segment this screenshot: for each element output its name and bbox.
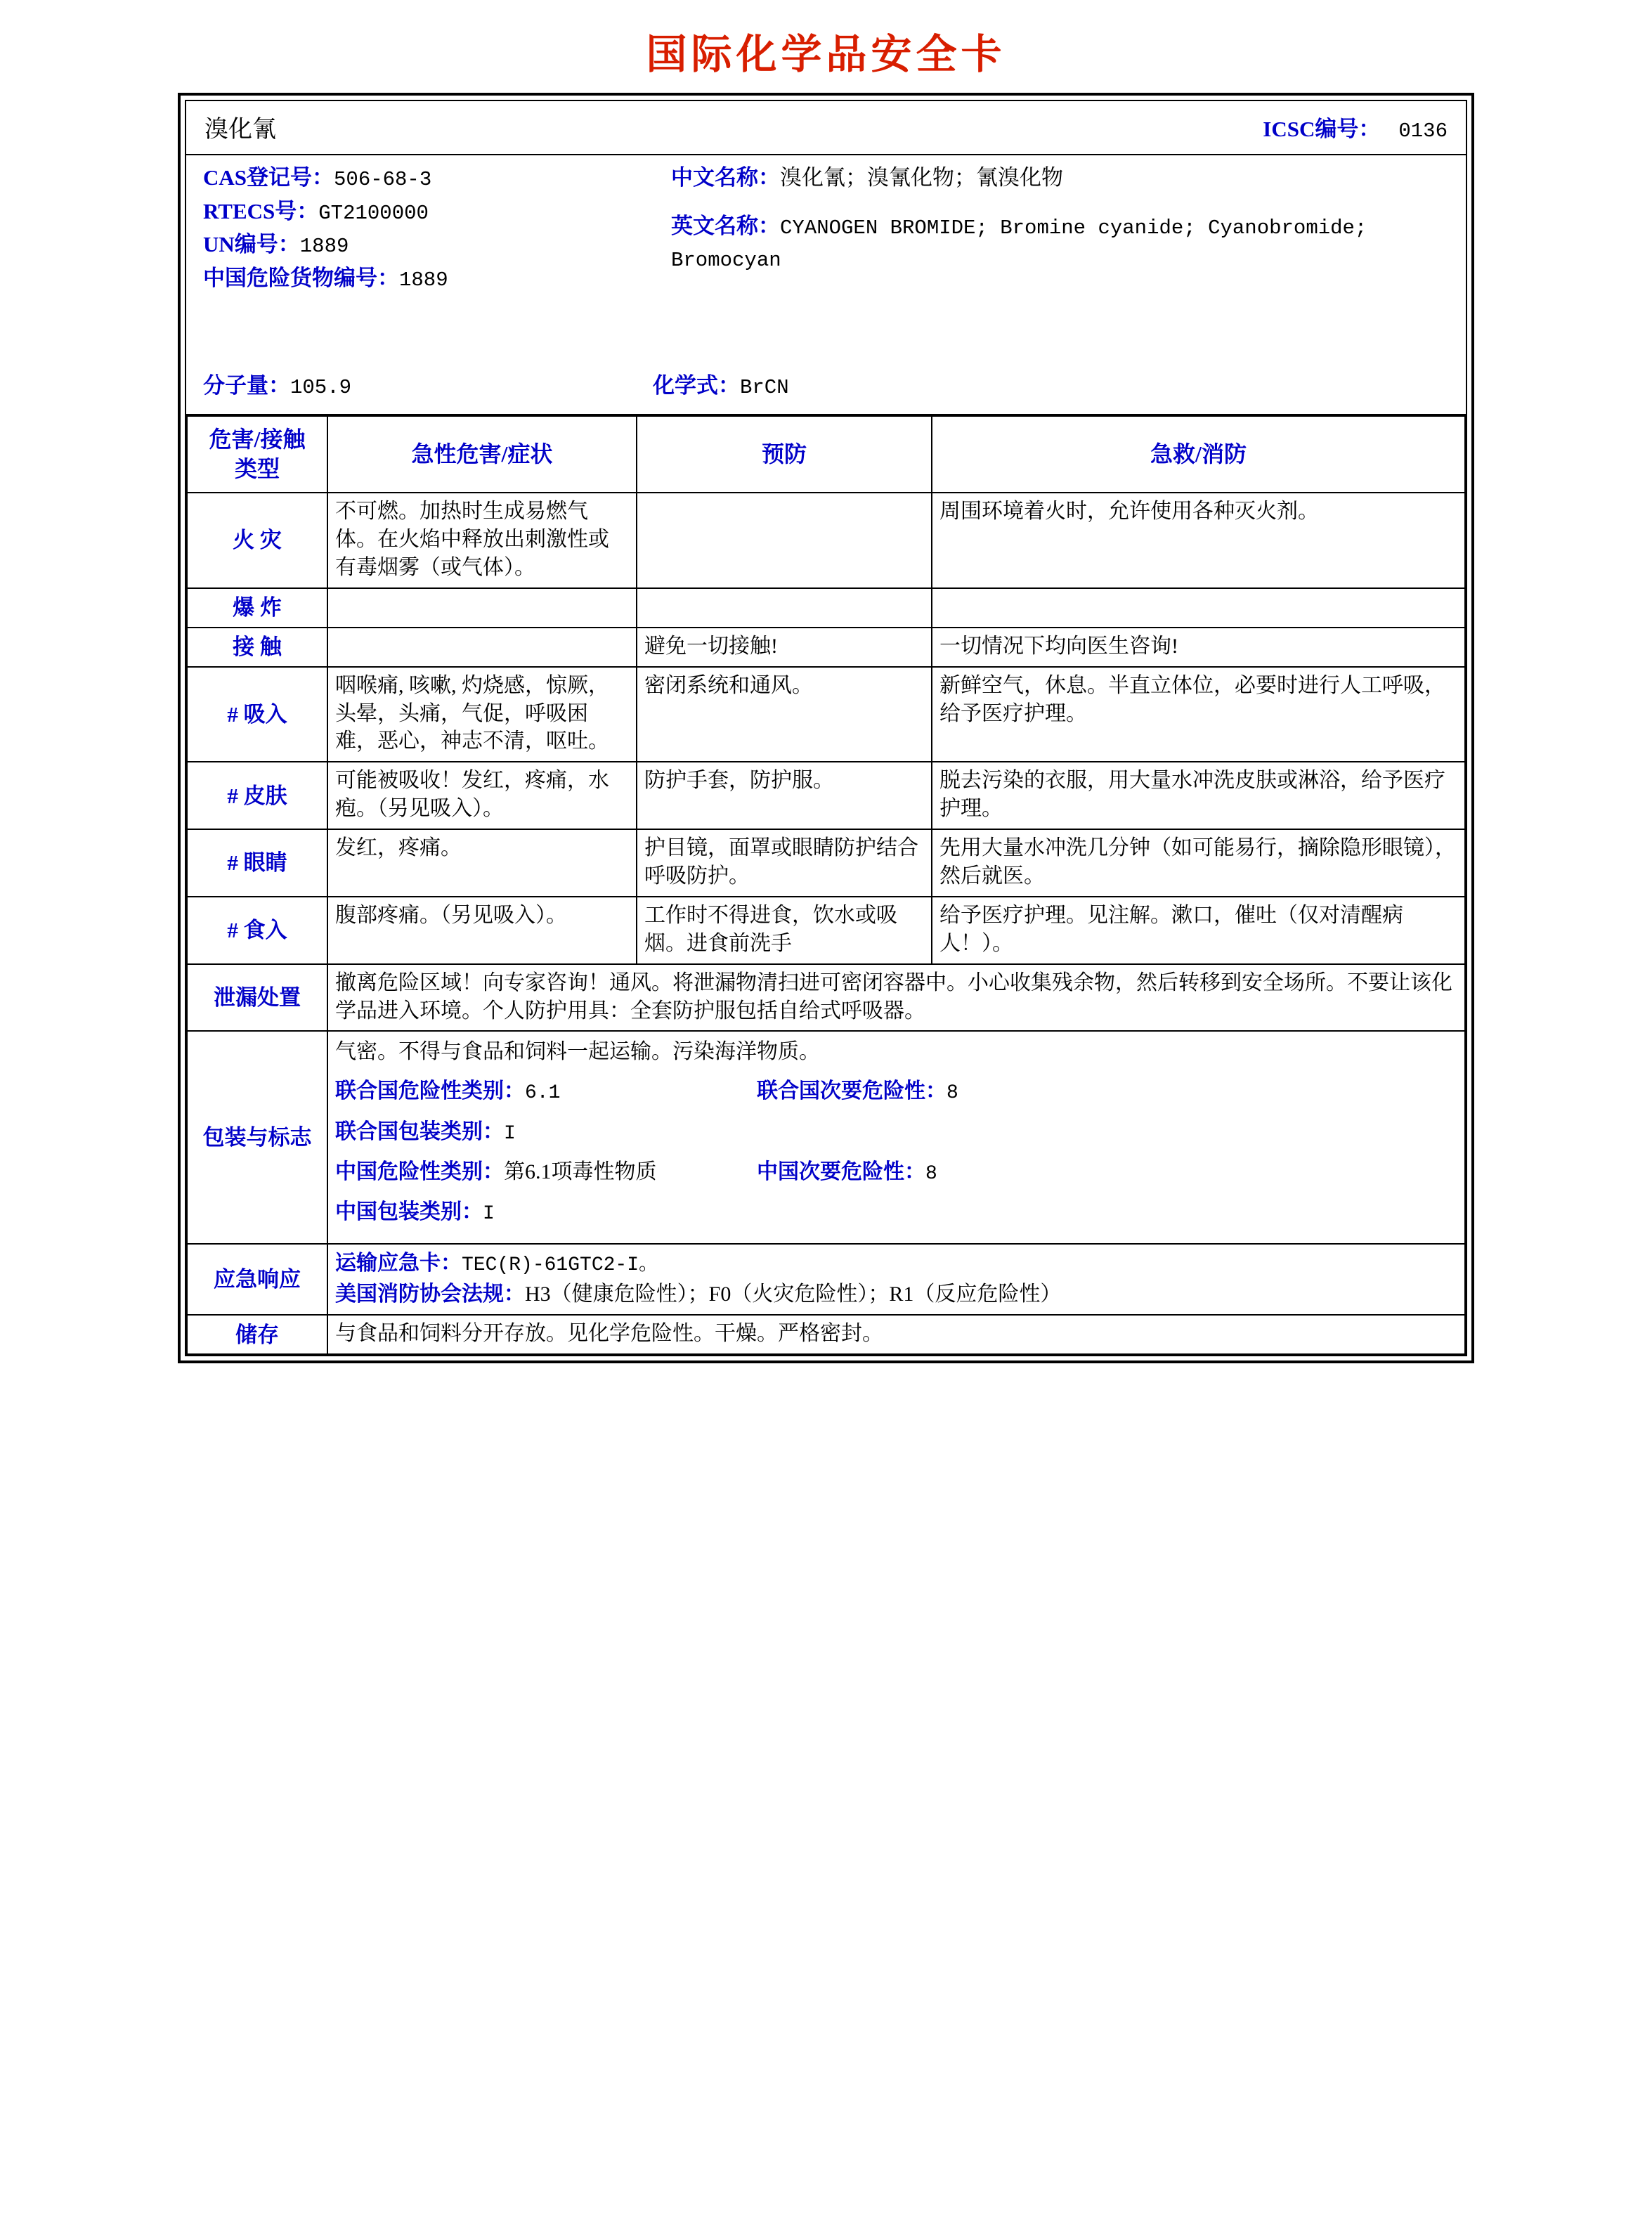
packaging-content	[327, 1031, 1465, 1244]
rtecs-value: GT2100000	[318, 201, 429, 225]
identifier-block	[186, 155, 1466, 415]
row-prevention-explosion	[637, 588, 932, 628]
packaging-row	[187, 1031, 1465, 1244]
icsc-number-block	[1263, 111, 1448, 143]
un-label: UN编号：	[203, 232, 300, 257]
un-packing-value: I	[504, 1122, 516, 1145]
row-category-eyes: # 眼睛	[187, 829, 327, 897]
rtecs-row	[203, 196, 639, 228]
un-class-value: 6.1	[525, 1082, 561, 1105]
page-title: 国际化学品安全卡	[646, 32, 1006, 77]
cn-name-row	[671, 162, 1452, 193]
cn-class-label: 中国危险性类别：	[335, 1160, 504, 1183]
un-subrisk-value: 8	[947, 1082, 958, 1105]
table-row	[187, 829, 1465, 897]
nfpa-label: 美国消防协会法规：	[335, 1282, 525, 1306]
packaging-label: 包装与标志	[187, 1031, 327, 1244]
emergency-row	[187, 1244, 1465, 1315]
spillage-text: 撤离危险区域！向专家咨询！通风。将泄漏物清扫进可密闭容器中。小心收集残余物，然后转移到安全场所。不要让该化学品进入环境。个人防护用具：全套防护服包括自给式呼吸器。	[327, 964, 1465, 1032]
cas-value: 506-68-3	[334, 168, 432, 191]
storage-text: 与食品和饲料分开存放。见化学危险性。干燥。严格密封。	[327, 1315, 1465, 1354]
transport-card-row	[335, 1249, 1457, 1280]
table-row	[187, 897, 1465, 964]
table-row	[187, 628, 1465, 667]
cn-danger-label: 中国危险货物编号：	[203, 265, 399, 290]
column-header-firstaid: 急救/消防	[932, 416, 1465, 493]
row-prevention-skin: 防护手套，防护服。	[637, 762, 932, 829]
card-header	[186, 101, 1466, 155]
table-row	[187, 667, 1465, 762]
cn-class-block	[335, 1157, 757, 1188]
row-firstaid-fire: 周围环境着火时，允许使用各种灭火剂。	[932, 493, 1465, 588]
cas-row	[203, 162, 639, 195]
row-category-inhalation: # 吸入	[187, 667, 327, 762]
safety-card	[178, 93, 1474, 1363]
row-hazard-fire: 不可燃。加热时生成易燃气体。在火焰中释放出刺激性或有毒烟雾（或气体）。	[327, 493, 637, 588]
spillage-row	[187, 964, 1465, 1032]
cn-danger-row	[203, 263, 639, 295]
en-name-row	[671, 211, 1452, 275]
cn-class-row	[335, 1157, 1457, 1188]
row-firstaid-inhalation: 新鲜空气，休息。半直立体位，必要时进行人工呼吸，给予医疗护理。	[932, 667, 1465, 762]
identifier-left-column	[203, 162, 639, 296]
icsc-label: ICSC编号：	[1263, 117, 1381, 141]
un-class-label: 联合国危险性类别：	[335, 1079, 525, 1103]
row-hazard-explosion	[327, 588, 637, 628]
icsc-number: 0136	[1398, 119, 1448, 143]
emergency-label: 应急响应	[187, 1244, 327, 1315]
cn-subrisk-value: 8	[925, 1162, 937, 1185]
row-firstaid-ingestion: 给予医疗护理。见注解。漱口，催吐（仅对清醒病人！）。	[932, 897, 1465, 964]
row-firstaid-explosion	[932, 588, 1465, 628]
cn-subrisk-block	[757, 1157, 937, 1188]
column-header-hazard: 急性危害/症状	[327, 416, 637, 493]
cn-class-value: 第6.1项毒性物质	[504, 1160, 657, 1183]
un-subrisk-label: 联合国次要危险性：	[757, 1079, 947, 1103]
row-prevention-eyes: 护目镜，面罩或眼睛防护结合呼吸防护。	[637, 829, 932, 897]
identifier-right-column	[671, 162, 1452, 277]
table-row	[187, 588, 1465, 628]
cn-name-label: 中文名称：	[671, 165, 780, 190]
packaging-intro: 气密。不得与食品和饲料一起运输。污染海洋物质。	[335, 1040, 820, 1064]
row-hazard-exposure	[327, 628, 637, 667]
formula-row	[653, 370, 1452, 403]
table-header-row	[187, 416, 1465, 493]
table-row	[187, 493, 1465, 588]
transport-card-value: TEC(R)-61GTC2-I。	[462, 1254, 659, 1277]
row-prevention-exposure: 避免一切接触!	[637, 628, 932, 667]
row-hazard-eyes: 发红，疼痛。	[327, 829, 637, 897]
en-name-value: CYANOGEN BROMIDE; Bromine cyanide; Cyanobromide; Bromocyan	[671, 216, 1367, 272]
un-class-block	[335, 1077, 757, 1107]
row-category-skin: # 皮肤	[187, 762, 327, 829]
mw-value: 105.9	[290, 376, 352, 400]
emergency-content	[327, 1244, 1465, 1315]
storage-label: 储存	[187, 1315, 327, 1354]
en-name-label: 英文名称：	[671, 214, 780, 239]
row-category-ingestion: # 食入	[187, 897, 327, 964]
substance-name: 溴化氰	[204, 117, 276, 143]
transport-card-label: 运输应急卡：	[335, 1252, 462, 1275]
row-hazard-inhalation: 咽喉痛, 咳嗽, 灼烧感，惊厥，头晕，头痛，气促，呼吸困难，恶心，神志不清，呕吐。	[327, 667, 637, 762]
row-prevention-fire	[637, 493, 932, 588]
cn-name-value: 溴化氰；溴氰化物；氰溴化物	[780, 165, 1063, 190]
table-row	[187, 762, 1465, 829]
cn-packing-row	[335, 1197, 1457, 1228]
row-prevention-inhalation: 密闭系统和通风。	[637, 667, 932, 762]
rtecs-label: RTECS号：	[203, 198, 319, 223]
row-firstaid-skin: 脱去污染的衣服，用大量水冲洗皮肤或淋浴，给予医疗护理。	[932, 762, 1465, 829]
column-header-type-line2: 类型	[234, 455, 280, 481]
cn-subrisk-label: 中国次要危险性：	[757, 1160, 925, 1183]
row-category-explosion: 爆 炸	[187, 588, 327, 628]
formula-value: BrCN	[740, 376, 789, 400]
spillage-label: 泄漏处置	[187, 964, 327, 1032]
identifier-bottom-row	[203, 370, 1452, 404]
row-category-exposure: 接 触	[187, 628, 327, 667]
un-class-row	[335, 1077, 1457, 1107]
column-header-type	[187, 416, 327, 493]
cn-packing-value: I	[483, 1203, 495, 1225]
cn-packing-label: 中国包装类别：	[335, 1200, 483, 1223]
storage-row	[187, 1315, 1465, 1354]
row-hazard-ingestion: 腹部疼痛。（另见吸入）。	[327, 897, 637, 964]
nfpa-row	[335, 1280, 1457, 1308]
column-header-prevention: 预防	[637, 416, 932, 493]
row-firstaid-eyes: 先用大量水冲洗几分钟（如可能易行，摘除隐形眼镜），然后就医。	[932, 829, 1465, 897]
un-packing-label: 联合国包装类别：	[335, 1119, 504, 1143]
un-value: 1889	[299, 235, 349, 259]
row-category-fire: 火 灾	[187, 493, 327, 588]
un-row	[203, 229, 639, 261]
molecular-weight-row	[203, 370, 653, 403]
row-hazard-skin: 可能被吸收！发红，疼痛，水疱。（另见吸入）。	[327, 762, 637, 829]
row-firstaid-exposure: 一切情况下均向医生咨询!	[932, 628, 1465, 667]
safety-card-inner	[185, 100, 1467, 1356]
cn-danger-value: 1889	[399, 268, 448, 292]
cas-label: CAS登记号：	[203, 165, 334, 190]
un-packing-row	[335, 1117, 1457, 1148]
column-header-type-line1: 危害/接触	[209, 427, 306, 452]
formula-label: 化学式：	[653, 373, 740, 398]
mw-label: 分子量：	[203, 373, 290, 398]
un-subrisk-block	[757, 1077, 958, 1107]
hazard-table	[186, 415, 1466, 1355]
nfpa-value: H3（健康危险性）；F0（火灾危险性）；R1（反应危险性）	[525, 1282, 1062, 1306]
row-prevention-ingestion: 工作时不得进食，饮水或吸烟。进食前洗手	[637, 897, 932, 964]
